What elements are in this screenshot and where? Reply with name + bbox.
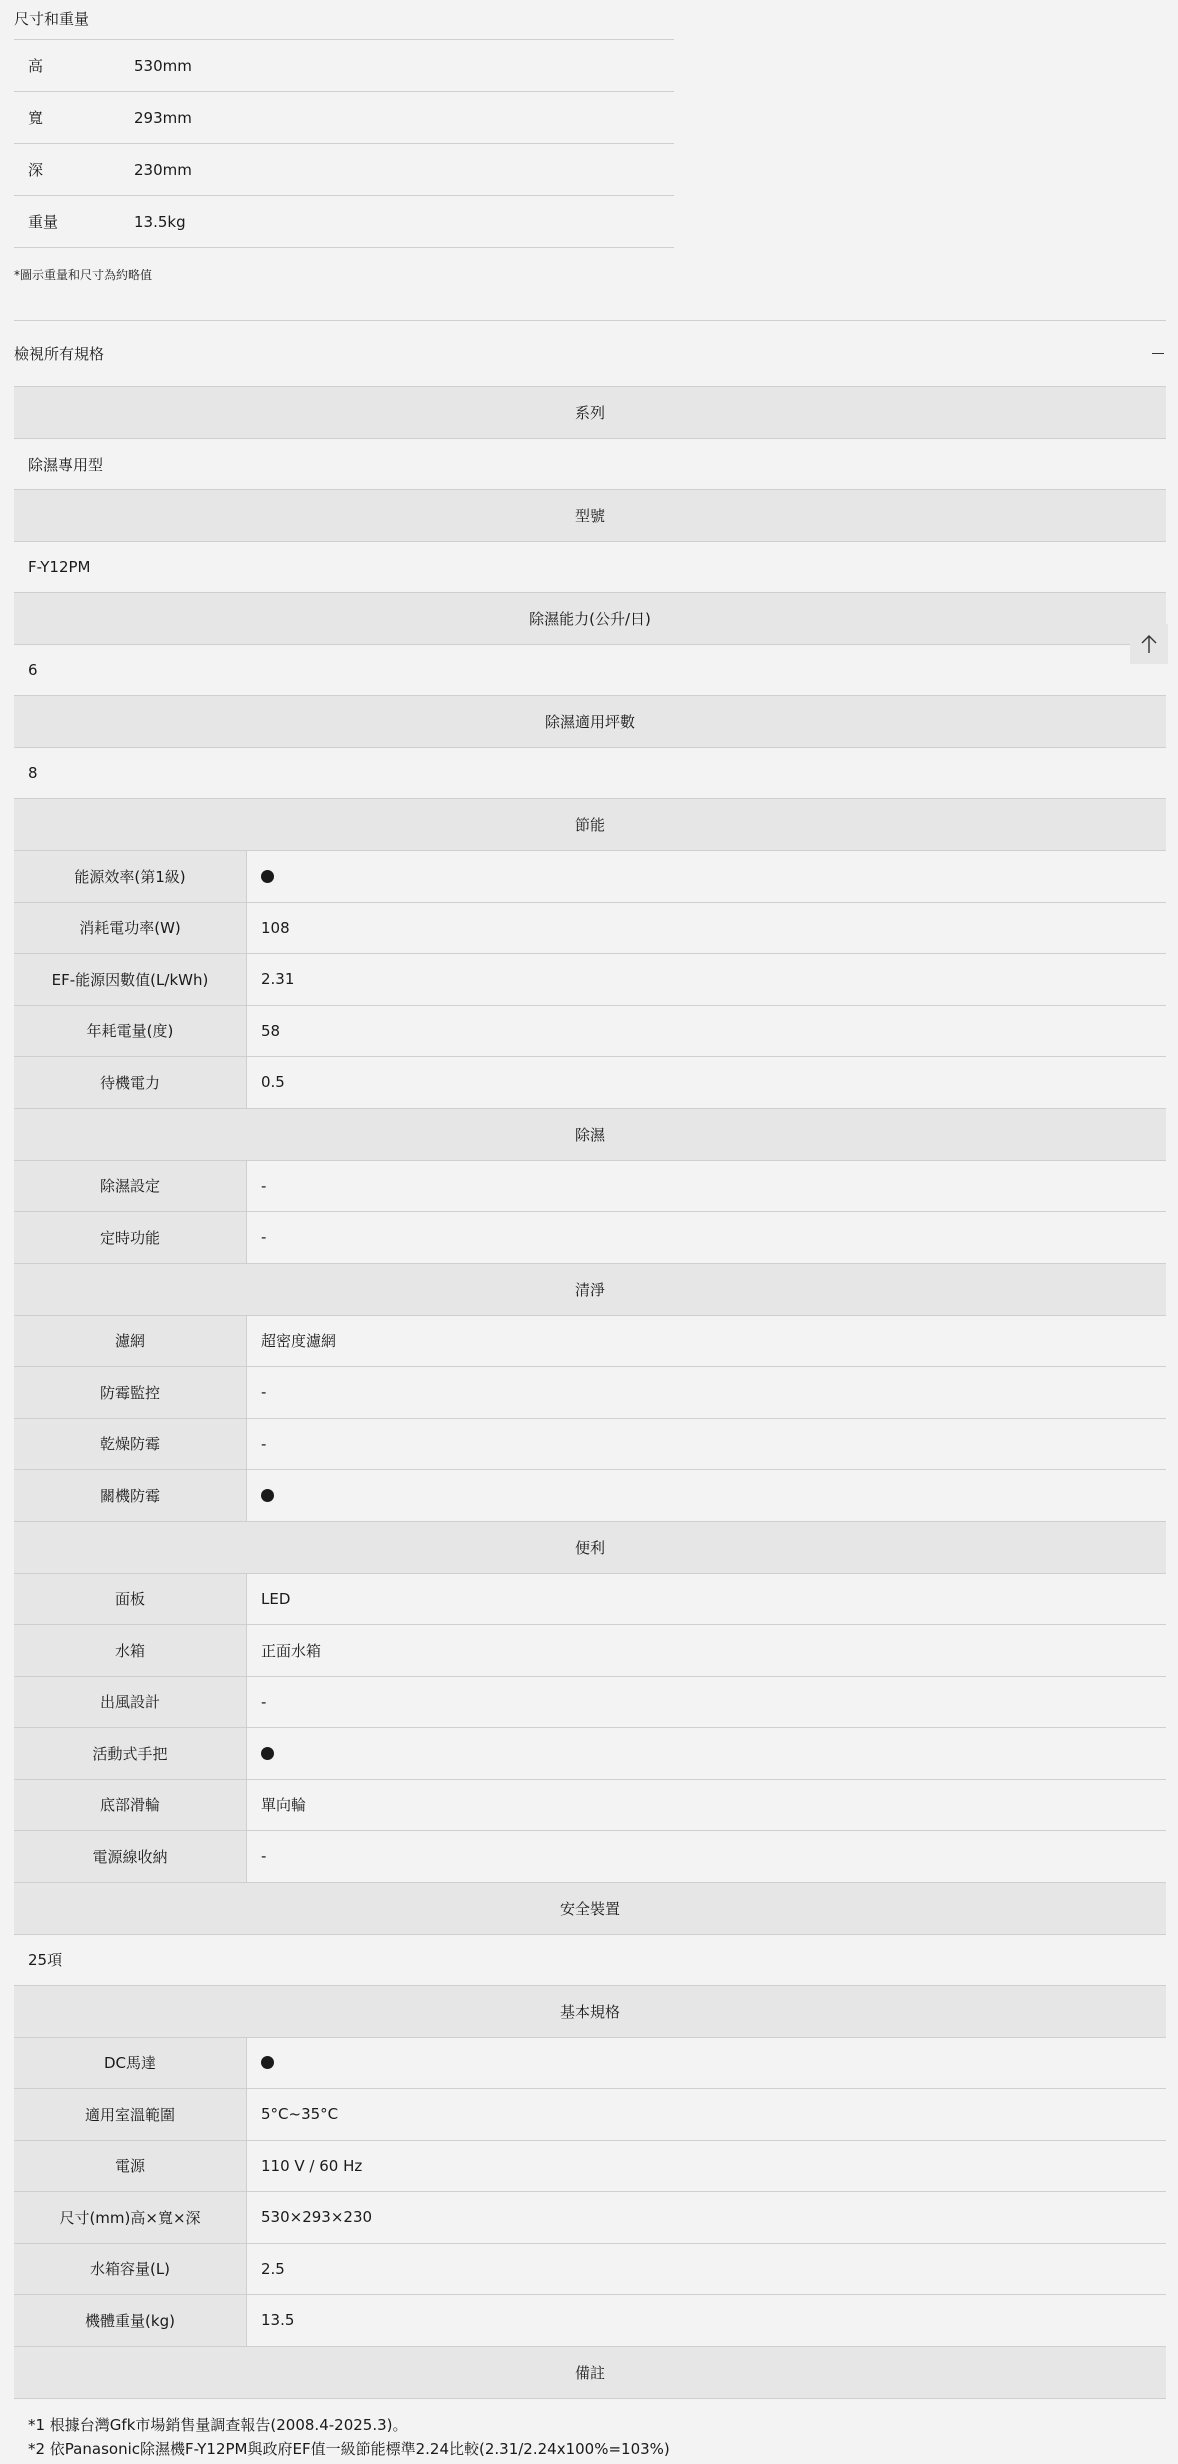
spec-value: 58 (247, 1006, 1166, 1057)
spec-label: 水箱 (14, 1625, 247, 1676)
filled-dot-icon (261, 870, 274, 883)
spec-value: 108 (247, 903, 1166, 954)
dimension-row-depth (14, 144, 674, 196)
spec-label: 尺寸(mm)高×寬×深 (14, 2192, 247, 2243)
dimensions-table (14, 40, 674, 248)
spec-label: EF-能源因數值(L/kWh) (14, 954, 247, 1005)
spec-value-capacity: 6 (14, 645, 1166, 696)
spec-value-safety: 25項 (14, 1935, 1166, 1986)
spec-header-clean: 清淨 (14, 1264, 1166, 1316)
spec-value: 110 V / 60 Hz (247, 2141, 1166, 2192)
spec-page (14, 0, 1166, 2461)
spec-row (14, 954, 1166, 1006)
spec-value: - (247, 1419, 1166, 1470)
dimension-label: 重量 (28, 213, 59, 231)
arrow-up-icon (1140, 634, 1158, 654)
spec-row (14, 1831, 1166, 1883)
spec-label: 待機電力 (14, 1057, 247, 1108)
filled-dot-icon (261, 1747, 274, 1760)
spec-row (14, 1625, 1166, 1677)
remark-line: *1 根據台灣Gfk市場銷售量調查報告(2008.4-2025.3)。 (28, 2415, 408, 2434)
spec-header-convenience: 便利 (14, 1522, 1166, 1574)
spec-header-series: 系列 (14, 387, 1166, 439)
spec-header-model: 型號 (14, 490, 1166, 542)
spec-label: DC馬達 (14, 2038, 247, 2089)
filled-dot-icon (261, 2056, 274, 2069)
dimension-row-weight (14, 196, 674, 248)
spec-row (14, 1419, 1166, 1471)
dimension-label: 高 (28, 57, 44, 75)
spec-row (14, 903, 1166, 955)
spec-row (14, 1006, 1166, 1058)
dimensions-title: 尺寸和重量 (14, 0, 674, 40)
remark-line: *2 依Panasonic除濕機F-Y12PM與政府EF值一級節能標準2.24比較(2.31/2.24x100%=103%) (28, 2439, 670, 2458)
spec-label: 能源效率(第1級) (14, 851, 247, 902)
spec-row (14, 2038, 1166, 2090)
spec-value: 0.5 (247, 1057, 1166, 1108)
dimension-value: 230mm (134, 160, 192, 179)
spec-value: - (247, 1161, 1166, 1212)
spec-label: 乾燥防霉 (14, 1419, 247, 1470)
spec-label: 適用室溫範圍 (14, 2089, 247, 2140)
spec-header-remarks: 備註 (14, 2347, 1166, 2399)
dimension-label: 寬 (28, 109, 44, 127)
spec-row (14, 1057, 1166, 1109)
spec-label: 消耗電功率(W) (14, 903, 247, 954)
filled-dot-icon (261, 1489, 274, 1502)
spec-label: 防霉監控 (14, 1367, 247, 1418)
spec-value: 2.5 (247, 2244, 1166, 2295)
spec-row (14, 2295, 1166, 2347)
spec-value: LED (247, 1574, 1166, 1625)
spec-value (247, 1470, 1166, 1521)
dimension-label: 深 (28, 161, 44, 179)
spec-label: 電源 (14, 2141, 247, 2192)
spec-value: 2.31 (247, 954, 1166, 1005)
spec-label: 關機防霉 (14, 1470, 247, 1521)
spec-value: - (247, 1367, 1166, 1418)
spec-row (14, 1470, 1166, 1522)
spec-label: 除濕設定 (14, 1161, 247, 1212)
spec-header-dehumid: 除濕 (14, 1109, 1166, 1161)
spec-value: 超密度濾網 (247, 1316, 1166, 1367)
spec-value-series: 除濕專用型 (14, 439, 1166, 490)
spec-value (247, 1728, 1166, 1779)
spec-value: - (247, 1831, 1166, 1882)
spec-value: 530×293×230 (247, 2192, 1166, 2243)
dimension-row-height (14, 40, 674, 92)
spec-row (14, 851, 1166, 903)
remarks-notes (14, 2399, 1166, 2461)
spec-label: 活動式手把 (14, 1728, 247, 1779)
dimension-value: 293mm (134, 108, 192, 127)
spec-label: 定時功能 (14, 1212, 247, 1263)
spec-value: 5°C~35°C (247, 2089, 1166, 2140)
back-to-top-button[interactable] (1130, 624, 1168, 664)
spec-value (247, 851, 1166, 902)
spec-value-model: F-Y12PM (14, 542, 1166, 593)
spec-row (14, 1161, 1166, 1213)
spec-header-area: 除濕適用坪數 (14, 696, 1166, 748)
dimensions-note: *圖示重量和尺寸為約略值 (14, 268, 153, 282)
spec-label: 面板 (14, 1574, 247, 1625)
spec-row (14, 1316, 1166, 1368)
spec-header-energy: 節能 (14, 799, 1166, 851)
spec-row (14, 1574, 1166, 1626)
spec-label: 底部滑輪 (14, 1780, 247, 1831)
spec-value-area: 8 (14, 748, 1166, 799)
spec-label: 水箱容量(L) (14, 2244, 247, 2295)
spec-header-basic: 基本規格 (14, 1986, 1166, 2038)
spec-value: 正面水箱 (247, 1625, 1166, 1676)
spec-header-safety: 安全裝置 (14, 1883, 1166, 1935)
spec-row (14, 1367, 1166, 1419)
view-all-specs-label: 檢視所有規格 (14, 345, 105, 363)
minus-icon[interactable] (1152, 353, 1164, 354)
spec-label: 濾網 (14, 1316, 247, 1367)
spec-value: - (247, 1677, 1166, 1728)
spec-label: 電源線收納 (14, 1831, 247, 1882)
dimension-row-width (14, 92, 674, 144)
spec-row (14, 2192, 1166, 2244)
spec-value: - (247, 1212, 1166, 1263)
spec-label: 年耗電量(度) (14, 1006, 247, 1057)
spec-value: 13.5 (247, 2295, 1166, 2346)
spec-row (14, 2244, 1166, 2296)
spec-row (14, 1780, 1166, 1832)
dimension-value: 13.5kg (134, 212, 186, 231)
spec-row (14, 1728, 1166, 1780)
spec-label: 機體重量(kg) (14, 2295, 247, 2346)
spec-table (14, 387, 1166, 2461)
spec-row (14, 2141, 1166, 2193)
spec-header-capacity: 除濕能力(公升/日) (14, 593, 1166, 645)
spec-value (247, 2038, 1166, 2089)
dimension-value: 530mm (134, 56, 192, 75)
spec-row (14, 2089, 1166, 2141)
spec-label: 出風設計 (14, 1677, 247, 1728)
spec-value: 單向輪 (247, 1780, 1166, 1831)
spec-row (14, 1677, 1166, 1729)
spec-row (14, 1212, 1166, 1264)
view-all-specs-toggle[interactable] (14, 321, 1166, 387)
